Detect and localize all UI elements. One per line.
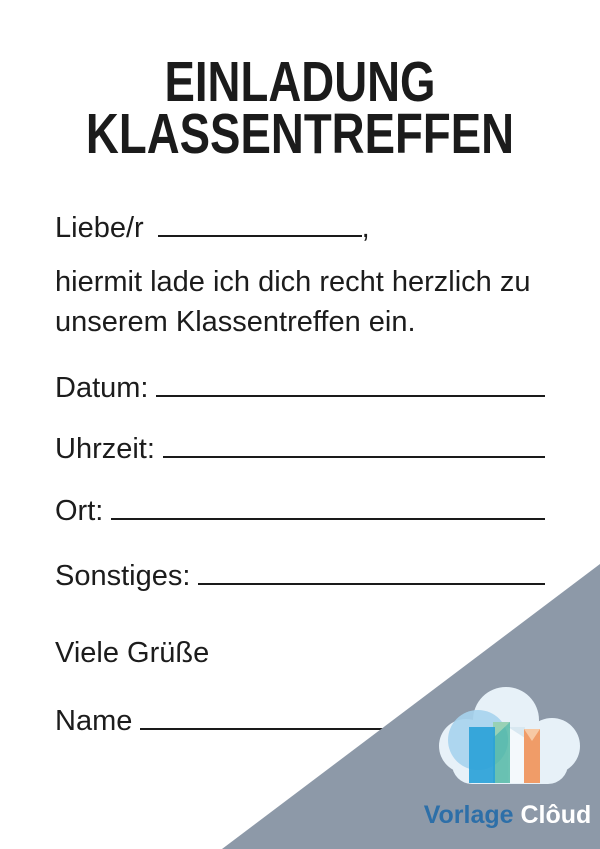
field-label-ort: Ort: [55, 495, 104, 527]
name-label: Name [55, 705, 133, 737]
title-line-2: KLASSENTREFFEN [85, 102, 515, 166]
intro-line-1: hiermit lade ich dich recht herzlich zu [55, 266, 531, 298]
vorlage-cloud-logo-icon [432, 686, 588, 788]
field-row-datum [55, 371, 545, 405]
closing-regards-text: Viele Grüße [55, 637, 210, 669]
name-row [55, 704, 385, 738]
field-blank-ort [111, 494, 545, 520]
brand-word-vorlage: Vorlage [423, 801, 514, 829]
field-row-sonstiges [55, 559, 545, 593]
salutation-blank-line [158, 211, 362, 237]
brand-word-cloud: Clôud [520, 801, 592, 829]
closing-regards [55, 636, 209, 670]
field-label-uhrzeit: Uhrzeit: [55, 433, 155, 465]
name-blank-line [140, 704, 385, 730]
salutation-comma: , [361, 212, 370, 244]
salutation-row [55, 211, 370, 245]
field-blank-sonstiges [198, 559, 545, 585]
field-row-uhrzeit [55, 432, 545, 466]
field-row-ort [55, 494, 545, 528]
field-label-datum: Datum: [55, 372, 149, 404]
title-line-1: EINLADUNG [164, 50, 436, 114]
salutation-label: Liebe/r [55, 212, 144, 244]
intro-line-2: unserem Klassentreffen ein. [55, 306, 416, 338]
field-label-sonstiges: Sonstiges: [55, 560, 191, 592]
field-blank-datum [156, 371, 545, 397]
field-blank-uhrzeit [163, 432, 545, 458]
intro-paragraph [55, 262, 575, 342]
page-title [60, 50, 540, 166]
brand-text [415, 801, 600, 830]
